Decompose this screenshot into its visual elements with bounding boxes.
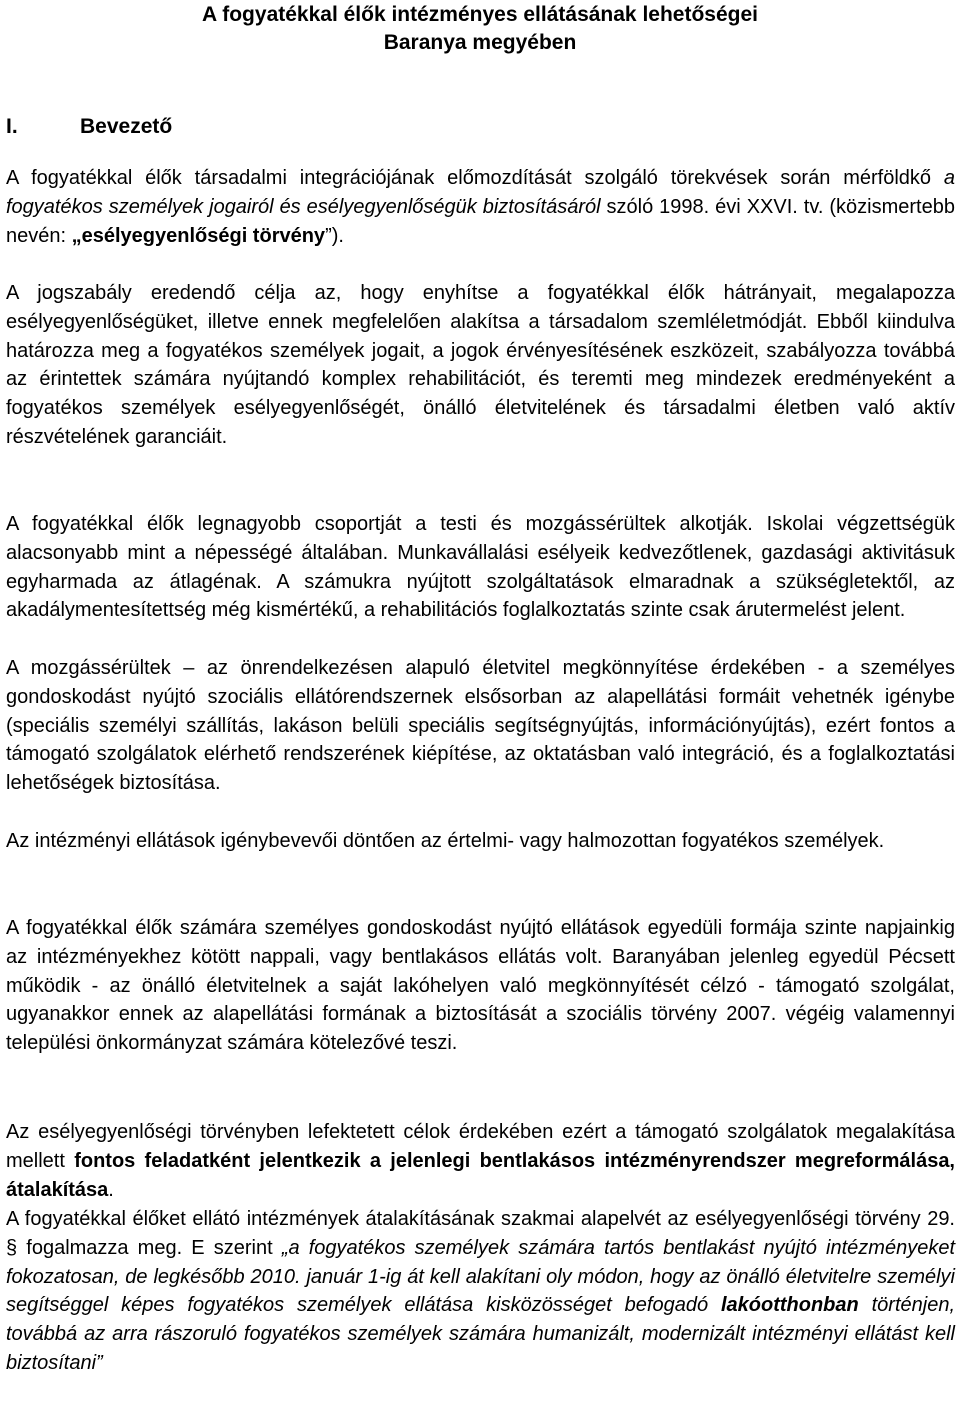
section-title: Bevezető: [80, 115, 173, 138]
paragraph-care-forms: A fogyatékkal élők számára személyes gondoskodást nyújtó ellátások egyedüli formája szinte napjainkig az intézményekhez kötött nappali, vagy bentlakásos ellátás volt. Baranyában jelenleg egyedül Pécsett működik - az önálló életvitelnek a saját lakóhelyen való megkönnyítését célzó - támogató szolgálat, ugyanakkor ennek az alapellátási formának a biztosítását a szociális törvény 2007. végéig valamennyi települési önkormányzat számára kötelezővé teszi.: [6, 917, 955, 1055]
document-title-line-2: Baranya megyében: [383, 31, 577, 54]
paragraph-intro-text-3: ”).: [325, 224, 344, 247]
paragraph-principle-text-1: A fogyatékkal élőket ellátó intézmények átalakításának szakmai alapelvét az esélyegyenlőségi törvény 29. § fogalmazza meg. E szerint: [6, 1208, 955, 1259]
section-number: I.: [6, 115, 18, 138]
paragraph-goals-text-2: .: [108, 1178, 114, 1201]
paragraph-equal-opportunity-goals: [6, 1118, 955, 1204]
paragraph-intro-text-2: szóló 1998. évi XXVI. tv. (közismertebb nevén:: [6, 195, 955, 247]
paragraph-intro-text-1: A fogyatékkal élők társadalmi integrációjának előmozdítását szolgáló törekvések során mérföldkő: [6, 167, 944, 189]
paragraph-goals-bold: fontos feladatként jelentkezik a jelenlegi bentlakásos intézményrendszer megreformálása, átalakítása: [6, 1149, 955, 1201]
document-title-line-1: A fogyatékkal élők intézményes ellátásának lehetőségei: [202, 3, 758, 26]
paragraph-law-purpose: A jogszabály eredendő célja az, hogy enyhítse a fogyatékkal élők hátrányait, megalapozza esélyegyenlőségüket, illetve ennek megfelelően alakítsa a társadalom szemléletmódját. Ebből kiindulva határozza meg a fogyatékos személyek jogait, a jogok érvényesítésének eszközeit, szabályozza továbbá az érintettek számára nyújtandó komplex rehabilitációt, és teremti meg mindezek eredményeként a fogyatékos személyek esélyegyenlőségét, önálló életvitelének és társadalmi életben való aktív részvételének garanciáit.: [6, 282, 955, 448]
paragraph-mobility-impaired: A mozgássérültek – az önrendelkezésen alapuló életvitel megkönnyítése érdekében - a személyes gondoskodást nyújtó szociális ellátórendszernek elsősorban az alapellátási formáit vehetnék igénybe (speciális személyi szállítás, lakáson belüli speciális segítségnyújtás, információnyújtás), ezért fontos a támogató szolgálatok elérhető rendszerének kiépítése, az oktatásban való integráció, és a foglalkoztatási lehetőségek biztosítása.: [6, 657, 955, 795]
law-quote-bold-italic: lakóotthonban: [720, 1294, 859, 1317]
paragraph-institutional-care: Az intézményi ellátások igénybevevői döntően az értelmi- vagy halmozottan fogyatékos személyek.: [6, 830, 885, 852]
section-heading: [6, 112, 172, 141]
law-quote-italic-1: „a fogyatékos személyek számára tartós bentlakást nyújtó intézményeket fokozatosan, de legkésőbb 2010. január 1-ig át kell alakítani oly módon, hogy az önálló életvitelre személyi segítséggel képes fogyatékos személyek ellátása kisközösséget befogadó: [6, 1236, 956, 1317]
paragraph-goals-text-1: Az esélyegyenlőségi törvényben lefektetett célok érdekében ezért a támogató szolgálatok megalakítása mellett: [6, 1121, 955, 1172]
law-nickname-bold: „esélyegyenlőségi törvény: [71, 224, 326, 247]
law-quote-italic-2: történjen, továbbá az arra rászoruló fogyatékos személyek számára humanizált, modernizált intézményi ellátást kell biztosítani”: [6, 1294, 955, 1374]
paragraph-restructuring-principle: [6, 1205, 955, 1378]
paragraph-largest-group: A fogyatékkal élők legnagyobb csoportját a testi és mozgássérültek alkotják. Iskolai végzettségük alacsonyabb mint a népességé általában. Munkavállalási esélyeik kedvezőtlenek, gazdasági aktivitásuk egyharmada az átlagénak. A számukra nyújtott szolgáltatások elmaradnak a szükségletektől, az akadálymentesítettség még kismértékű, a rehabilitációs foglalkoztatás szinte csak árutermelést jelent.: [6, 513, 955, 622]
paragraph-intro: [6, 164, 955, 250]
law-title-italic: a fogyatékos személyek jogairól és esélyegyenlőségük biztosításáról: [6, 167, 955, 218]
